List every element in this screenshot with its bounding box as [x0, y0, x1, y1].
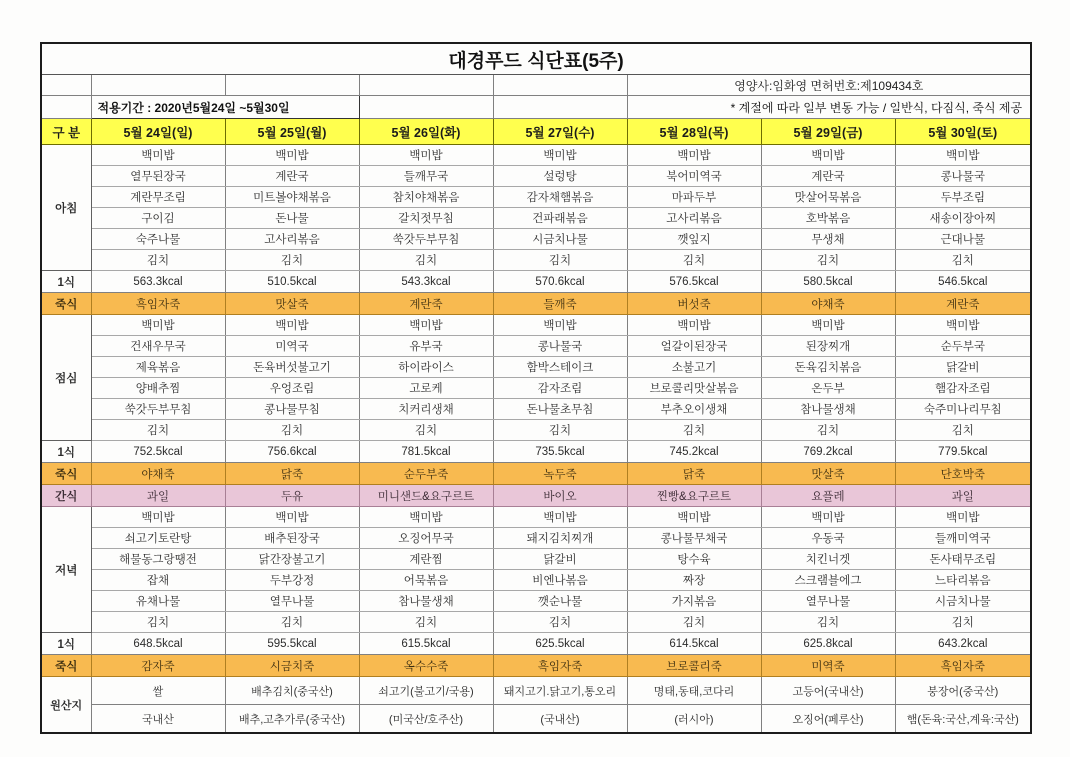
- menu-item-cell: 유채나물: [91, 591, 225, 612]
- section-label-porridge: 죽식: [41, 655, 91, 677]
- menu-item-cell: 온두부: [761, 378, 895, 399]
- kcal-cell: 745.2kcal: [627, 441, 761, 463]
- kcal-cell: 643.2kcal: [895, 633, 1031, 655]
- menu-item-cell: 계란국: [225, 166, 359, 187]
- menu-item-cell: 김치: [91, 420, 225, 441]
- menu-item-cell: 백미밥: [91, 315, 225, 336]
- menu-item-cell: 갈치젓무침: [359, 208, 493, 229]
- menu-item-cell: 고사리볶음: [627, 208, 761, 229]
- porridge-cell: 닭죽: [225, 463, 359, 485]
- kcal-cell: 563.3kcal: [91, 271, 225, 293]
- menu-item-cell: 김치: [359, 420, 493, 441]
- menu-item-cell: 백미밥: [225, 507, 359, 528]
- menu-item-cell: 건새우무국: [91, 336, 225, 357]
- lunch-row: [41, 420, 1031, 441]
- menu-item-cell: 쑥갓두부무침: [359, 229, 493, 250]
- menu-item-cell: 무생채: [761, 229, 895, 250]
- season-note: * 계절에 따라 일부 변동 가능 / 일반식, 다짐식, 죽식 제공: [627, 96, 1031, 119]
- kcal-cell: 576.5kcal: [627, 271, 761, 293]
- porridge-cell: 맛살죽: [225, 293, 359, 315]
- porridge-cell: 야채죽: [761, 293, 895, 315]
- dinner-row: [41, 591, 1031, 612]
- origin-cell: 배추김치(중국산): [225, 677, 359, 705]
- porridge-cell: 맛살죽: [761, 463, 895, 485]
- snack-row: [41, 485, 1031, 507]
- nutritionist-info: 영양사:임화영 면허번호:제109434호: [627, 75, 1031, 96]
- origin-cell: (러시아): [627, 705, 761, 734]
- menu-item-cell: 근대나물: [895, 229, 1031, 250]
- dinner-row: [41, 612, 1031, 633]
- menu-item-cell: 백미밥: [895, 315, 1031, 336]
- menu-item-cell: 숙주나물: [91, 229, 225, 250]
- snack-cell: 과일: [895, 485, 1031, 507]
- kcal-cell: 781.5kcal: [359, 441, 493, 463]
- origin-cell: 고등어(국내산): [761, 677, 895, 705]
- menu-item-cell: 참나물생채: [761, 399, 895, 420]
- menu-item-cell: 콩나물무채국: [627, 528, 761, 549]
- menu-item-cell: 설렁탕: [493, 166, 627, 187]
- menu-item-cell: 북어미역국: [627, 166, 761, 187]
- menu-item-cell: 계란무조림: [91, 187, 225, 208]
- menu-item-cell: 부추오이생채: [627, 399, 761, 420]
- menu-item-cell: 백미밥: [895, 145, 1031, 166]
- menu-item-cell: 김치: [91, 250, 225, 271]
- menu-item-cell: 스크램블에그: [761, 570, 895, 591]
- lunch-row: [41, 357, 1031, 378]
- menu-item-cell: 김치: [627, 420, 761, 441]
- category-header: 구 분: [41, 119, 91, 145]
- kcal-cell: 779.5kcal: [895, 441, 1031, 463]
- origin-cell: 돼지고기.닭고기,통오리: [493, 677, 627, 705]
- dinner-row: [41, 570, 1031, 591]
- period-row: [41, 96, 1031, 119]
- kcal-cell: 570.6kcal: [493, 271, 627, 293]
- menu-item-cell: 깻잎지: [627, 229, 761, 250]
- menu-item-cell: 우동국: [761, 528, 895, 549]
- menu-item-cell: 치커리생채: [359, 399, 493, 420]
- menu-item-cell: 백미밥: [627, 145, 761, 166]
- menu-item-cell: 두부조림: [895, 187, 1031, 208]
- origin-row: [41, 705, 1031, 734]
- origin-cell: 국내산: [91, 705, 225, 734]
- menu-item-cell: 김치: [895, 420, 1031, 441]
- menu-item-cell: 계란국: [761, 166, 895, 187]
- day-header: 5월 30일(토): [895, 119, 1031, 145]
- menu-item-cell: 백미밥: [761, 145, 895, 166]
- porridge-cell: 브로콜리죽: [627, 655, 761, 677]
- menu-item-cell: 백미밥: [627, 315, 761, 336]
- menu-item-cell: 돈육김치볶음: [761, 357, 895, 378]
- origin-cell: (미국산/호주산): [359, 705, 493, 734]
- menu-item-cell: 김치: [627, 612, 761, 633]
- section-label-meal1: 1식: [41, 271, 91, 293]
- snack-cell: 미니샌드&요구르트: [359, 485, 493, 507]
- section-label-origin: 원산지: [41, 677, 91, 734]
- porridge-cell: 순두부죽: [359, 463, 493, 485]
- menu-item-cell: 함박스테이크: [493, 357, 627, 378]
- meal-plan-table: [40, 42, 1032, 734]
- menu-item-cell: 소불고기: [627, 357, 761, 378]
- menu-item-cell: 해물동그랑땡전: [91, 549, 225, 570]
- dinner-row: [41, 549, 1031, 570]
- section-label-meal1: 1식: [41, 441, 91, 463]
- breakfast-row: [41, 145, 1031, 166]
- empty-cell: [493, 75, 627, 96]
- empty-cell: [493, 96, 627, 119]
- kcal-cell: 614.5kcal: [627, 633, 761, 655]
- menu-item-cell: 감자채햄볶음: [493, 187, 627, 208]
- breakfast-row: [41, 250, 1031, 271]
- menu-item-cell: 두부강정: [225, 570, 359, 591]
- menu-item-cell: 구이김: [91, 208, 225, 229]
- period-info: 적용기간 : 2020년5월24일 ~5월30일: [91, 96, 359, 119]
- menu-item-cell: 오징어무국: [359, 528, 493, 549]
- empty-cell: [41, 96, 91, 119]
- menu-item-cell: 김치: [895, 612, 1031, 633]
- menu-item-cell: 들깨무국: [359, 166, 493, 187]
- porridge-cell: 감자죽: [91, 655, 225, 677]
- menu-item-cell: 백미밥: [91, 145, 225, 166]
- kcal-cell: 580.5kcal: [761, 271, 895, 293]
- menu-item-cell: 김치: [493, 250, 627, 271]
- lunch-kcal-row: [41, 441, 1031, 463]
- porridge-cell: 옥수수죽: [359, 655, 493, 677]
- menu-item-cell: 콩나물국: [493, 336, 627, 357]
- kcal-cell: 735.5kcal: [493, 441, 627, 463]
- origin-cell: 쇠고기(불고기/국용): [359, 677, 493, 705]
- origin-cell: 햄(돈육:국산,계육:국산): [895, 705, 1031, 734]
- menu-item-cell: 열무나물: [225, 591, 359, 612]
- origin-cell: 쌀: [91, 677, 225, 705]
- snack-cell: 찐빵&요구르트: [627, 485, 761, 507]
- menu-item-cell: 감자조림: [493, 378, 627, 399]
- menu-item-cell: 시금치나물: [895, 591, 1031, 612]
- porridge-cell: 계란죽: [359, 293, 493, 315]
- day-header: 5월 25일(월): [225, 119, 359, 145]
- lunch-row: [41, 336, 1031, 357]
- menu-item-cell: 탕수육: [627, 549, 761, 570]
- menu-item-cell: 김치: [761, 420, 895, 441]
- menu-item-cell: 김치: [359, 612, 493, 633]
- section-label-porridge: 죽식: [41, 293, 91, 315]
- menu-item-cell: 된장찌개: [761, 336, 895, 357]
- menu-item-cell: 맛살어묵볶음: [761, 187, 895, 208]
- day-header: 5월 27일(수): [493, 119, 627, 145]
- menu-item-cell: 김치: [493, 420, 627, 441]
- menu-item-cell: 김치: [225, 420, 359, 441]
- kcal-cell: 543.3kcal: [359, 271, 493, 293]
- menu-item-cell: 백미밥: [359, 145, 493, 166]
- menu-item-cell: 브로콜리맛살볶음: [627, 378, 761, 399]
- menu-item-cell: 백미밥: [359, 507, 493, 528]
- snack-cell: 바이오: [493, 485, 627, 507]
- menu-item-cell: 비엔나볶음: [493, 570, 627, 591]
- menu-item-cell: 배추된장국: [225, 528, 359, 549]
- menu-item-cell: 햄감자조림: [895, 378, 1031, 399]
- origin-cell: 배추,고추가루(중국산): [225, 705, 359, 734]
- kcal-cell: 648.5kcal: [91, 633, 225, 655]
- menu-item-cell: 김치: [627, 250, 761, 271]
- porridge-cell: 흑임자죽: [895, 655, 1031, 677]
- menu-item-cell: 김치: [895, 250, 1031, 271]
- menu-item-cell: 돈나물: [225, 208, 359, 229]
- dinner-kcal-row: [41, 633, 1031, 655]
- lunch-row: [41, 315, 1031, 336]
- snack-cell: 두유: [225, 485, 359, 507]
- menu-item-cell: 돈나물초무침: [493, 399, 627, 420]
- menu-item-cell: 순두부국: [895, 336, 1031, 357]
- menu-item-cell: 제육볶음: [91, 357, 225, 378]
- origin-cell: 명태,동태,코다리: [627, 677, 761, 705]
- lunch-row: [41, 399, 1031, 420]
- menu-item-cell: 미트볼야채볶음: [225, 187, 359, 208]
- menu-item-cell: 백미밥: [91, 507, 225, 528]
- day-header: 5월 24일(일): [91, 119, 225, 145]
- empty-cell: [359, 96, 493, 119]
- menu-item-cell: 쇠고기토란탕: [91, 528, 225, 549]
- menu-item-cell: 참나물생채: [359, 591, 493, 612]
- section-label-lunch: 점심: [41, 315, 91, 441]
- kcal-cell: 546.5kcal: [895, 271, 1031, 293]
- snack-cell: 과일: [91, 485, 225, 507]
- section-label-porridge: 죽식: [41, 463, 91, 485]
- origin-cell: 붕장어(중국산): [895, 677, 1031, 705]
- section-label-breakfast: 아침: [41, 145, 91, 271]
- kcal-cell: 615.5kcal: [359, 633, 493, 655]
- empty-cell: [359, 75, 493, 96]
- menu-item-cell: 김치: [225, 250, 359, 271]
- breakfast-kcal-row: [41, 271, 1031, 293]
- title-row: [41, 43, 1031, 75]
- menu-item-cell: 김치: [761, 612, 895, 633]
- origin-cell: (국내산): [493, 705, 627, 734]
- lunch-row: [41, 378, 1031, 399]
- porridge-cell: 시금치죽: [225, 655, 359, 677]
- menu-item-cell: 김치: [225, 612, 359, 633]
- porridge-cell: 단호박죽: [895, 463, 1031, 485]
- menu-item-cell: 백미밥: [493, 507, 627, 528]
- menu-item-cell: 느타리볶음: [895, 570, 1031, 591]
- menu-item-cell: 하이라이스: [359, 357, 493, 378]
- dinner-porridge-row: [41, 655, 1031, 677]
- menu-item-cell: 열무된장국: [91, 166, 225, 187]
- kcal-cell: 595.5kcal: [225, 633, 359, 655]
- breakfast-row: [41, 166, 1031, 187]
- menu-item-cell: 깻순나물: [493, 591, 627, 612]
- day-header: 5월 28일(목): [627, 119, 761, 145]
- porridge-cell: 들깨죽: [493, 293, 627, 315]
- menu-item-cell: 얼갈이된장국: [627, 336, 761, 357]
- menu-item-cell: 고사리볶음: [225, 229, 359, 250]
- menu-item-cell: 닭갈비: [493, 549, 627, 570]
- section-label-dinner: 저녁: [41, 507, 91, 633]
- dinner-row: [41, 507, 1031, 528]
- day-header: 5월 26일(화): [359, 119, 493, 145]
- menu-item-cell: 쑥갓두부무침: [91, 399, 225, 420]
- menu-item-cell: 백미밥: [359, 315, 493, 336]
- menu-item-cell: 잡채: [91, 570, 225, 591]
- section-label-snack: 간식: [41, 485, 91, 507]
- menu-item-cell: 백미밥: [225, 145, 359, 166]
- breakfast-row: [41, 187, 1031, 208]
- menu-item-cell: 숙주미나리무침: [895, 399, 1031, 420]
- empty-cell: [41, 75, 91, 96]
- empty-cell: [225, 75, 359, 96]
- origin-cell: 오징어(페루산): [761, 705, 895, 734]
- menu-item-cell: 김치: [761, 250, 895, 271]
- menu-item-cell: 열무나물: [761, 591, 895, 612]
- nutritionist-row: [41, 75, 1031, 96]
- menu-item-cell: 새송이장아찌: [895, 208, 1031, 229]
- menu-item-cell: 치킨너겟: [761, 549, 895, 570]
- menu-item-cell: 건파래볶음: [493, 208, 627, 229]
- porridge-cell: 계란죽: [895, 293, 1031, 315]
- kcal-cell: 752.5kcal: [91, 441, 225, 463]
- menu-item-cell: 백미밥: [627, 507, 761, 528]
- menu-item-cell: 백미밥: [895, 507, 1031, 528]
- menu-item-cell: 콩나물무침: [225, 399, 359, 420]
- menu-item-cell: 김치: [359, 250, 493, 271]
- porridge-cell: 야채죽: [91, 463, 225, 485]
- menu-item-cell: 백미밥: [493, 145, 627, 166]
- porridge-cell: 버섯죽: [627, 293, 761, 315]
- menu-item-cell: 김치: [91, 612, 225, 633]
- menu-item-cell: 닭간장불고기: [225, 549, 359, 570]
- porridge-cell: 흑임자죽: [91, 293, 225, 315]
- day-header-row: [41, 119, 1031, 145]
- menu-item-cell: 가지볶음: [627, 591, 761, 612]
- menu-item-cell: 짜장: [627, 570, 761, 591]
- menu-item-cell: 시금치나물: [493, 229, 627, 250]
- porridge-cell: 미역죽: [761, 655, 895, 677]
- kcal-cell: 625.5kcal: [493, 633, 627, 655]
- kcal-cell: 625.8kcal: [761, 633, 895, 655]
- menu-item-cell: 어묵볶음: [359, 570, 493, 591]
- menu-item-cell: 백미밥: [225, 315, 359, 336]
- menu-item-cell: 양배추찜: [91, 378, 225, 399]
- menu-item-cell: 우엉조림: [225, 378, 359, 399]
- menu-item-cell: 닭갈비: [895, 357, 1031, 378]
- porridge-cell: 흑임자죽: [493, 655, 627, 677]
- menu-item-cell: 돈육버섯불고기: [225, 357, 359, 378]
- breakfast-porridge-row: [41, 293, 1031, 315]
- menu-item-cell: 미역국: [225, 336, 359, 357]
- menu-item-cell: 돈사태무조림: [895, 549, 1031, 570]
- menu-item-cell: 백미밥: [761, 507, 895, 528]
- menu-item-cell: 호박볶음: [761, 208, 895, 229]
- origin-row: [41, 677, 1031, 705]
- day-header: 5월 29일(금): [761, 119, 895, 145]
- menu-item-cell: 참치야채볶음: [359, 187, 493, 208]
- lunch-porridge-row: [41, 463, 1031, 485]
- page-title: 대경푸드 식단표(5주): [41, 43, 1031, 75]
- porridge-cell: 녹두죽: [493, 463, 627, 485]
- menu-item-cell: 계란찜: [359, 549, 493, 570]
- menu-item-cell: 백미밥: [493, 315, 627, 336]
- menu-item-cell: 마파두부: [627, 187, 761, 208]
- dinner-row: [41, 528, 1031, 549]
- empty-cell: [91, 75, 225, 96]
- section-label-meal1: 1식: [41, 633, 91, 655]
- menu-item-cell: 돼지김치찌개: [493, 528, 627, 549]
- kcal-cell: 510.5kcal: [225, 271, 359, 293]
- kcal-cell: 756.6kcal: [225, 441, 359, 463]
- porridge-cell: 닭죽: [627, 463, 761, 485]
- menu-item-cell: 김치: [493, 612, 627, 633]
- kcal-cell: 769.2kcal: [761, 441, 895, 463]
- menu-item-cell: 고로케: [359, 378, 493, 399]
- menu-item-cell: 들깨미역국: [895, 528, 1031, 549]
- menu-item-cell: 콩나물국: [895, 166, 1031, 187]
- snack-cell: 요플레: [761, 485, 895, 507]
- breakfast-row: [41, 208, 1031, 229]
- menu-item-cell: 백미밥: [761, 315, 895, 336]
- menu-item-cell: 유부국: [359, 336, 493, 357]
- breakfast-row: [41, 229, 1031, 250]
